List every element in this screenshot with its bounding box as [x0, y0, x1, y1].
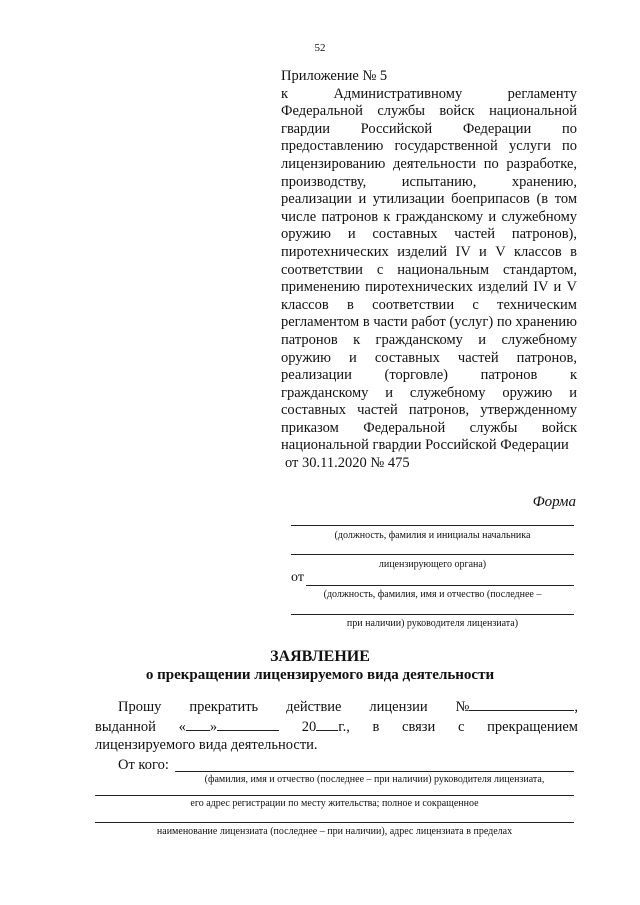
appendix-title: Приложение № 5 [281, 68, 388, 84]
issue-year: 20 г., [301, 719, 350, 735]
word-prekrashcheniem: прекращением [487, 719, 578, 735]
addressee-caption-4: при наличии) руководителя лицензиата) [346, 618, 519, 629]
word-proshu: Прошу [118, 699, 162, 715]
word-litsenzii: лицензии [369, 699, 428, 715]
form-label: Форма [532, 494, 576, 510]
addressee-line-1[interactable] [291, 525, 574, 526]
page-number: 52 [314, 42, 326, 54]
word-svyazi: связи [402, 719, 436, 735]
word-v: в [372, 719, 380, 735]
addressee-caption-2: лицензирующего органа) [378, 559, 487, 570]
caption-applicant-name: (фамилия, имя и отчество (последнее – при наличии) руководителя лицензиата, [204, 774, 545, 785]
issue-day-field[interactable] [186, 717, 210, 731]
issue-day: « » [179, 717, 280, 737]
appendix-block [281, 68, 577, 473]
document-subtitle: о прекращении лицензируемого вида деятельности [145, 667, 495, 683]
licensee-name-line[interactable] [95, 822, 574, 823]
caption-address: его адрес регистрации по месту жительства; полное и сокращенное [190, 798, 479, 809]
request-row-3: лицензируемого вида деятельности. [95, 737, 318, 753]
appendix-date: от 30.11.2020 № 475 [285, 455, 410, 472]
document-title: ЗАЯВЛЕНИЕ [270, 648, 370, 665]
word-deystvie: действие [286, 699, 342, 715]
comma: , [574, 699, 578, 715]
number-sign: № [455, 699, 470, 715]
addressee-caption-3: (должность, фамилия, имя и отчество (последнее – [323, 589, 542, 600]
appendix-body: к Административному регламенту Федеральной службы войск национальной гвардии Российской Федерации по предоставлению государственной услуги по лицензированию деятельности по разработке, производству, испытанию, хранению, реализации и утилизации боеприпасов (в том числе патронов к гражданскому и служебному оружию и составных частей патронов), пиротехнических изделий IV и V классов в соответствии с национальным стандартом, применению пиротехнических изделий IV и V классов в соответствии с техническим регламентом в части работ (услуг) по хранению патронов к гражданскому и служебному оружию и составных частей патронов, реализации (торговле) патронов к гражданскому и служебному оружию и составных частей патронов, утвержденному приказом Федеральной службы войск национальной гвардии Российской Федерации [281, 85, 577, 454]
address-line[interactable] [95, 795, 574, 796]
addressee-line-4[interactable] [291, 614, 574, 615]
word-vydannoy: выданной [95, 719, 156, 735]
word-s: с [457, 719, 465, 735]
license-number [456, 697, 578, 717]
issue-year-field[interactable] [316, 717, 338, 731]
addressee-line-2[interactable] [291, 554, 574, 555]
addressee-caption-1: (должность, фамилия и инициалы начальника [334, 530, 531, 541]
caption-licensee-name: наименование лицензиата (последнее – при наличии), адрес лицензиата в пределах [156, 826, 513, 837]
from-line[interactable] [306, 585, 574, 586]
word-prekratit: прекратить [189, 699, 259, 715]
from-prefix: от [291, 570, 304, 585]
from-whom-line[interactable] [175, 771, 574, 772]
from-label: От кого: [118, 757, 169, 773]
request-row-1 [118, 697, 578, 717]
issue-month-field[interactable] [217, 717, 279, 731]
request-row-2 [95, 717, 578, 737]
license-number-field[interactable] [469, 697, 574, 711]
